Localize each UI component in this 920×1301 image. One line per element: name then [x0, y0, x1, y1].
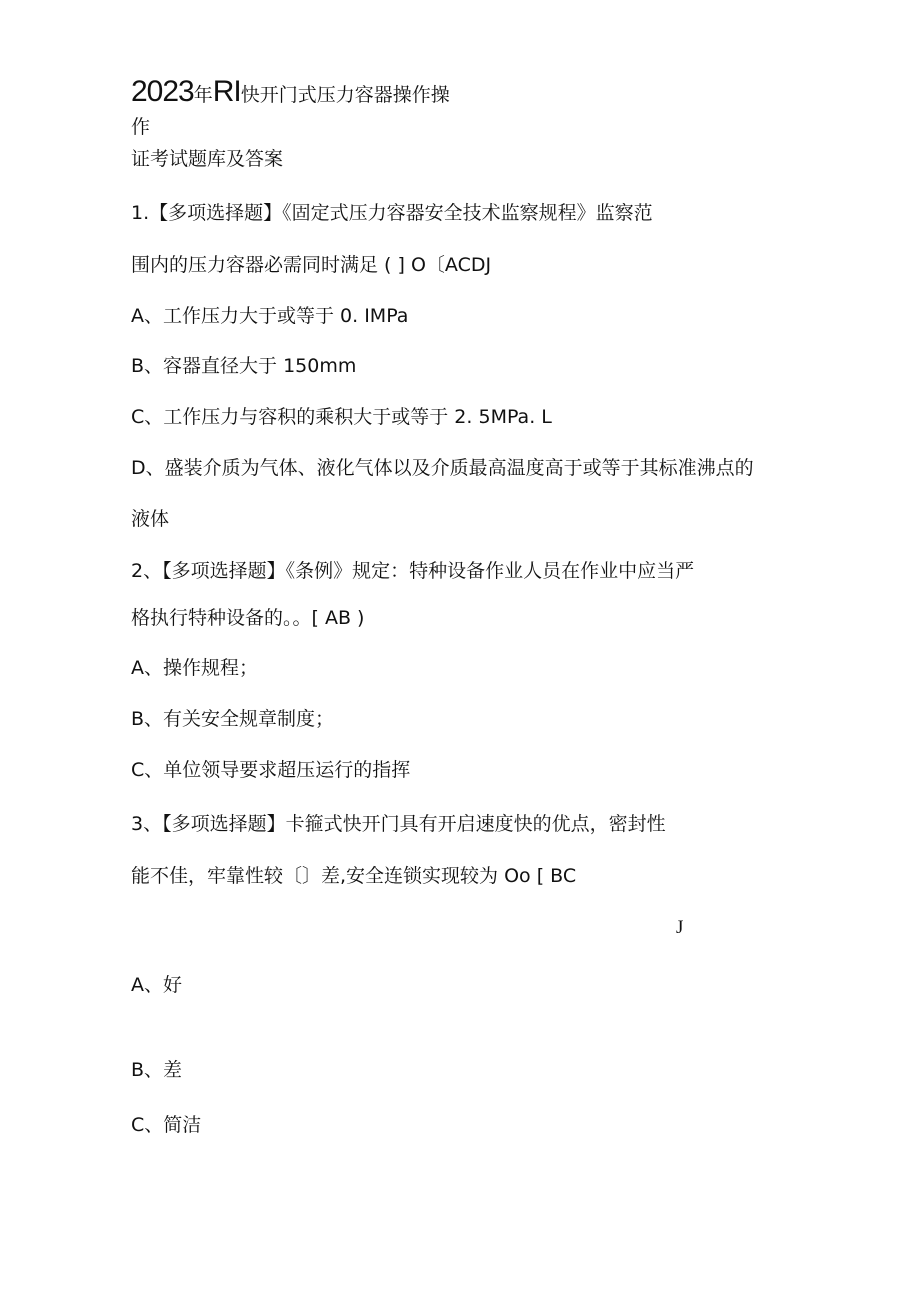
- question-3-option-a: A、好: [131, 974, 182, 996]
- question-1-text-line-2: 围内的压力容器必需同时满足 ( ] O〔ACDJ: [131, 254, 492, 276]
- question-1-option-b: B、容器直径大于 150mm: [131, 355, 357, 377]
- title-line-1: [131, 74, 450, 113]
- question-1-text-line-1: 1.【多项选择题】《固定式压力容器安全技术监察规程》监察范: [131, 202, 653, 224]
- question-2-text-line-1: 2、【多项选择题】《条例》规定：特种设备作业人员在作业中应当严: [131, 560, 695, 582]
- question-3-answer-bracket: J: [676, 917, 684, 938]
- title-year: 2023: [131, 75, 194, 108]
- title-rest: 快开门式压力容器操作操: [240, 84, 450, 106]
- question-1-option-c: C、工作压力与容积的乘积大于或等于 2. 5MPa. L: [131, 406, 552, 428]
- question-3-text-line-2: 能不佳，牢靠性较〔〕差,安全连锁实现较为 Oo [ BC: [131, 865, 577, 887]
- question-1-option-d: D、盛装介质为气体、液化气体以及介质最高温度高于或等于其标准沸点的: [131, 457, 754, 479]
- question-3-option-b: B、差: [131, 1059, 183, 1081]
- question-2-option-a: A、操作规程；: [131, 657, 258, 679]
- question-3-text-line-1: 3、【多项选择题】卡箍式快开门具有开启速度快的优点，密封性: [131, 813, 666, 835]
- question-2-text-line-2: 格执行特种设备的。。[ AB ): [131, 607, 365, 629]
- question-2-option-b: B、有关安全规章制度；: [131, 708, 335, 730]
- question-2-option-c: C、单位领导要求超压运行的指挥: [131, 759, 411, 781]
- title-code: RI: [212, 75, 241, 108]
- title-year-suffix: 年: [193, 84, 213, 106]
- question-1-option-d-cont: 液体: [131, 508, 170, 530]
- title-line-3: 证考试题库及答案: [131, 148, 284, 170]
- question-3-option-c: C、简洁: [131, 1114, 202, 1136]
- title-line-2: 作: [131, 116, 151, 138]
- question-1-option-a: A、工作压力大于或等于 0. IMPa: [131, 305, 409, 327]
